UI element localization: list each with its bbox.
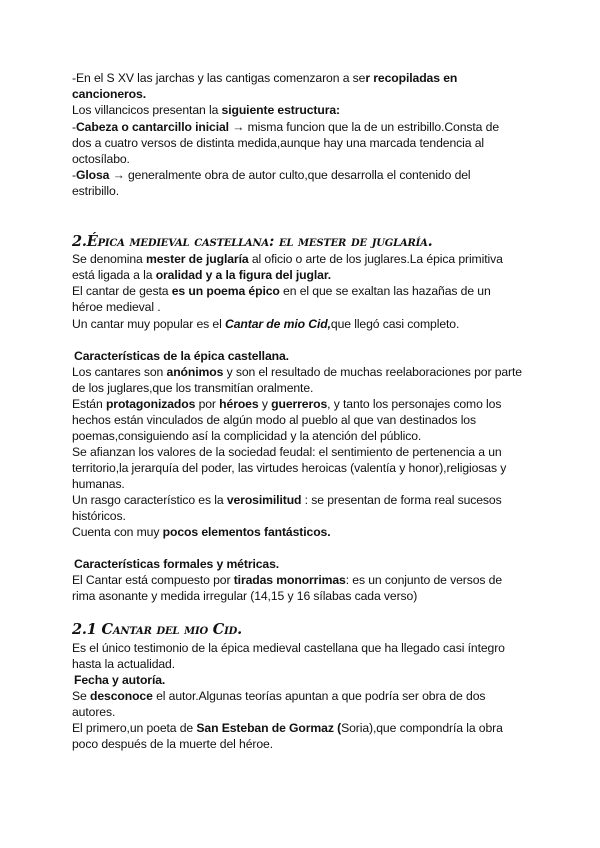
paragraph-line: rima asonante y medida irregular (14,15 y 16 sílabas cada verso) bbox=[72, 589, 418, 603]
paragraph-line: hasta la actualidad. bbox=[72, 657, 176, 671]
paragraph-line: El primero,un poeta de San Esteban de Gormaz (Soria),que compondría la obra bbox=[72, 721, 503, 735]
paragraph-line: cancioneros. bbox=[72, 87, 146, 101]
paragraph-line: héroe medieval . bbox=[72, 300, 161, 314]
paragraph-line: Se desconoce el autor.Algunas teorías apuntan a que podría ser obra de dos bbox=[72, 689, 486, 703]
paragraph-line: autores. bbox=[72, 705, 116, 719]
section-heading-epica: 2.Épica medieval castellana: el mester de juglaría. bbox=[72, 233, 433, 250]
paragraph-line: Se afianzan los valores de la sociedad feudal: el sentimiento de pertenencia a un bbox=[72, 445, 502, 459]
paragraph-line: Los villancicos presentan la siguiente estructura: bbox=[72, 103, 340, 117]
list-item-glosa: -Glosa → generalmente obra de autor culto,que desarrolla el contenido del bbox=[72, 168, 471, 182]
paragraph-line: Un rasgo característico es la verosimilitud : se presentan de forma real sucesos bbox=[72, 493, 502, 507]
subsection-title: Características de la épica castellana. bbox=[74, 349, 289, 363]
paragraph-line: hechos están vinculados de algún modo al pueblo al que van destinados los bbox=[72, 413, 476, 427]
section-heading-cantar: 2.1 Cantar del mio Cid. bbox=[72, 621, 242, 638]
paragraph-line: Cuenta con muy pocos elementos fantásticos. bbox=[72, 525, 331, 539]
paragraph-line: históricos. bbox=[72, 509, 126, 523]
paragraph-line: de los juglares,que los transmitían oralmente. bbox=[72, 381, 314, 395]
paragraph-line: poemas,consiguiendo así la complicidad y la atención del público. bbox=[72, 429, 422, 443]
paragraph-line: poco después de la muerte del héroe. bbox=[72, 737, 274, 751]
paragraph-line: Es el único testimonio de la épica medieval castellana que ha llegado casi íntegro bbox=[72, 641, 505, 655]
paragraph-line: Están protagonizados por héroes y guerreros, y tanto los personajes como los bbox=[72, 397, 502, 411]
paragraph-line: Los cantares son anónimos y son el resultado de muchas reelaboraciones por parte bbox=[72, 365, 522, 379]
paragraph-line: territorio,la jerarquía del poder, las virtudes heroicas (valentía y honor),religiosas y bbox=[72, 461, 507, 475]
paragraph-line: está ligada a la oralidad y a la figura del juglar. bbox=[72, 268, 332, 282]
paragraph-line: estribillo. bbox=[72, 184, 119, 198]
paragraph-line: Un cantar muy popular es el Cantar de mio Cid,que llegó casi completo. bbox=[72, 317, 460, 331]
paragraph-line: El cantar de gesta es un poema épico en el que se exaltan las hazañas de un bbox=[72, 284, 491, 298]
paragraph-line: humanas. bbox=[72, 477, 125, 491]
paragraph-line: Se denomina mester de juglaría al oficio o arte de los juglares.La épica primitiva bbox=[72, 252, 503, 266]
paragraph-line: dos a cuatro versos de distinta medida,aunque hay una marcada tendencia al bbox=[72, 136, 484, 150]
paragraph-line: octosílabo. bbox=[72, 152, 130, 166]
paragraph-line: -En el S XV las jarchas y las cantigas comenzaron a ser recopiladas en bbox=[72, 71, 458, 85]
paragraph-line: El Cantar está compuesto por tiradas monorrimas: es un conjunto de versos de bbox=[72, 573, 503, 587]
subsection-title: Características formales y métricas. bbox=[74, 557, 280, 571]
subsection-title: Fecha y autoría. bbox=[74, 673, 166, 687]
list-item-cabeza: -Cabeza o cantarcillo inicial → misma funcion que la de un estribillo.Consta de bbox=[72, 120, 499, 134]
